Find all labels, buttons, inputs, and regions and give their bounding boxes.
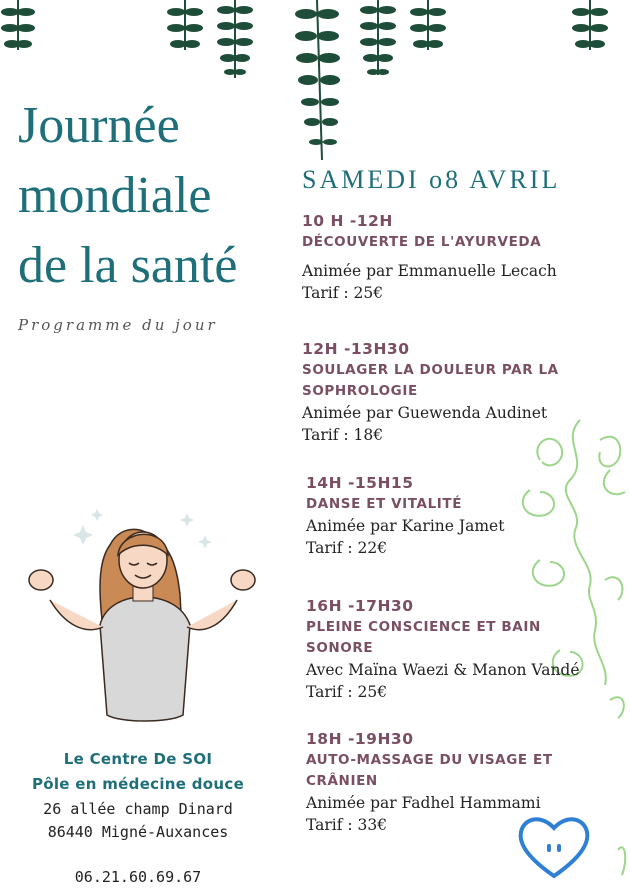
slot-price: Tarif : 18€ — [302, 426, 384, 444]
meditating-woman-illustration — [5, 505, 270, 730]
slot-host: Animée par Emmanuelle Lecach — [302, 262, 557, 280]
slot-price: Tarif : 25€ — [302, 284, 384, 302]
program-slot-1 — [302, 212, 557, 304]
slot-host: Avec Maïna Waezi & Manon Vandé — [306, 661, 580, 679]
slot-price: Tarif : 22€ — [306, 539, 388, 557]
address-city: 86440 Migné-Auxances — [47, 823, 229, 841]
center-name: Le Centre De SOI — [63, 750, 213, 768]
slot-time: 16H -17H30 — [306, 597, 414, 615]
program-slot-2 — [302, 340, 559, 446]
slot-time: 18H -19H30 — [306, 730, 414, 748]
program-slot-4 — [306, 597, 580, 703]
slot-title-cont: CRÂNIEN — [306, 773, 378, 789]
slot-price: Tarif : 33€ — [306, 816, 388, 834]
slot-price: Tarif : 25€ — [306, 683, 388, 701]
title-line-2: mondiale — [18, 167, 212, 224]
heart-logo-icon — [515, 812, 593, 882]
slot-host: Animée par Karine Jamet — [306, 517, 505, 535]
slot-title: DÉCOUVERTE DE L'AYURVEDA — [302, 234, 542, 250]
address-street: 26 allée champ Dinard — [43, 800, 233, 818]
slot-time: 14H -15H15 — [306, 474, 414, 492]
center-specialty: Pôle en médecine douce — [31, 775, 245, 793]
phone-number: 06.21.60.69.67 — [74, 868, 202, 886]
slot-title: PLEINE CONSCIENCE ET BAIN — [306, 619, 541, 635]
slot-title: DANSE ET VITALITÉ — [306, 496, 463, 512]
program-slot-3 — [306, 474, 504, 559]
title-line-3: de la santé — [18, 237, 238, 294]
event-date: SAMEDI o8 AVRIL — [302, 165, 561, 194]
slot-title-cont: SONORE — [306, 640, 374, 656]
slot-title: AUTO-MASSAGE DU VISAGE ET — [306, 752, 553, 768]
slot-time: 12H -13H30 — [302, 340, 410, 358]
slot-time: 10 H -12H — [302, 212, 393, 230]
title-line-1: Journée — [18, 97, 180, 154]
slot-host: Animée par Guewenda Audinet — [302, 404, 548, 422]
subtitle: Programme du jour — [18, 316, 218, 334]
slot-title-cont: SOPHROLOGIE — [302, 383, 418, 399]
slot-title: SOULAGER LA DOULEUR PAR LA — [302, 362, 559, 378]
slot-host: Animée par Fadhel Hammami — [306, 794, 541, 812]
